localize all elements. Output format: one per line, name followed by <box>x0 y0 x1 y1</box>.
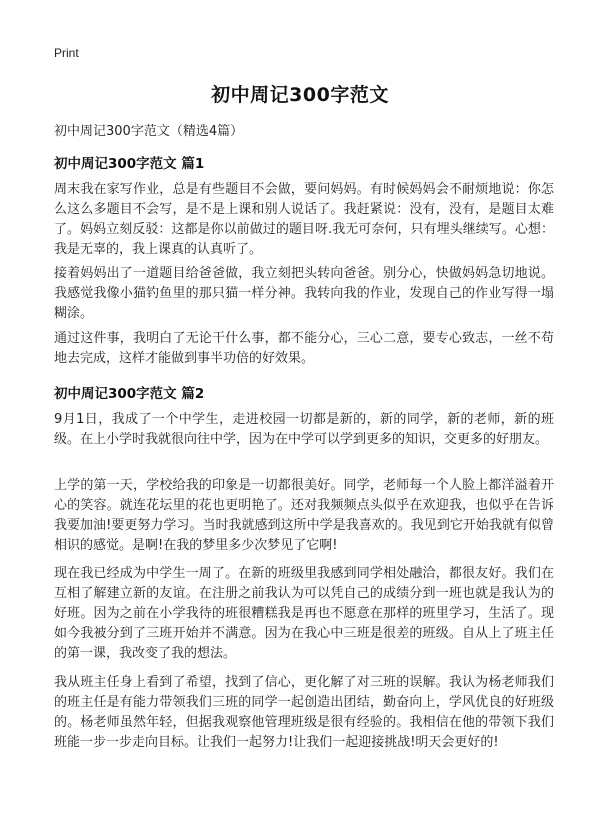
paragraph: 我从班主任身上看到了希望，找到了信心，更化解了对三班的误解。我认为杨老师我们的班主任是有能力带领我们三班的同学一起创造出团结，勤奋向上，学风优良的好班级的。杨老师虽然年轻，但据我观察他管理班级是很有经验的。我相信在他的带领下我们班能一步一步走向目标。让我们一起努力!让我们一起迎接挑战!明天会更好的! <box>54 675 554 750</box>
paragraph: 周末我在家写作业，总是有些题目不会做，要问妈妈。有时候妈妈会不耐烦地说：你怎么这么多题目不会写，是不是上课和别人说话了。我赶紧说：没有，没有，是题目太难了。妈妈立刻反驳：这都是你以前做过的题目呀.我无可奈何，只有埋头继续写。心想：我是无辜的，我上课真的认真听了。 <box>54 182 554 257</box>
section-heading: 初中周记300字范文 篇2 <box>54 386 205 402</box>
paragraph: 现在我已经成为中学生一周了。在新的班级里我感到同学相处融洽，都很友好。我们在互相了解建立新的友谊。在注册之前我认为可以凭自己的成绩分到一班也就是我认为的好班。因为之前在小学我待的班很糟糕我是再也不愿意在那样的班里学习，生活了。现如今我被分到了三班开始并不满意。因为在我心中三班是很差的班级。自从上了班主任的第一课，我改变了我的想法。 <box>54 566 554 661</box>
paragraph: 接着妈妈出了一道题目给爸爸做，我立刻把头转向爸爸。别分心，快做妈妈急切地说。我感觉我像小猫钓鱼里的那只猫一样分神。我转向我的作业，发现自己的作业写得一塌糊涂。 <box>54 266 554 321</box>
paragraph: 9月1日，我成了一个中学生，走进校园一切都是新的，新的同学，新的老师，新的班级。在上小学时我就很向往中学，因为在中学可以学到更多的知识，交更多的好朋友。 <box>54 412 554 447</box>
paragraph: 通过这件事，我明白了无论干什么事，都不能分心，三心二意，要专心致志，一丝不苟地去完成，这样才能做到事半功倍的好效果。 <box>54 331 554 366</box>
paragraph: 上学的第一天，学校给我的印象是一切都很美好。同学，老师每一个人脸上都洋溢着开心的笑容。就连花坛里的花也更明艳了。还对我频频点头似乎在欢迎我，也似乎在告诉我要加油!要更努力学习。当时我就感到这所中学是我喜欢的。我见到它开始我就有似曾相识的感觉。是啊!在我的梦里多少次梦见了它啊! <box>54 478 554 553</box>
document-subtitle: 初中周记300字范文（精选4篇） <box>54 124 244 139</box>
print-label[interactable]: Print <box>54 46 79 60</box>
document-title: 初中周记300字范文 <box>211 84 389 106</box>
section-heading: 初中周记300字范文 篇1 <box>54 156 205 172</box>
